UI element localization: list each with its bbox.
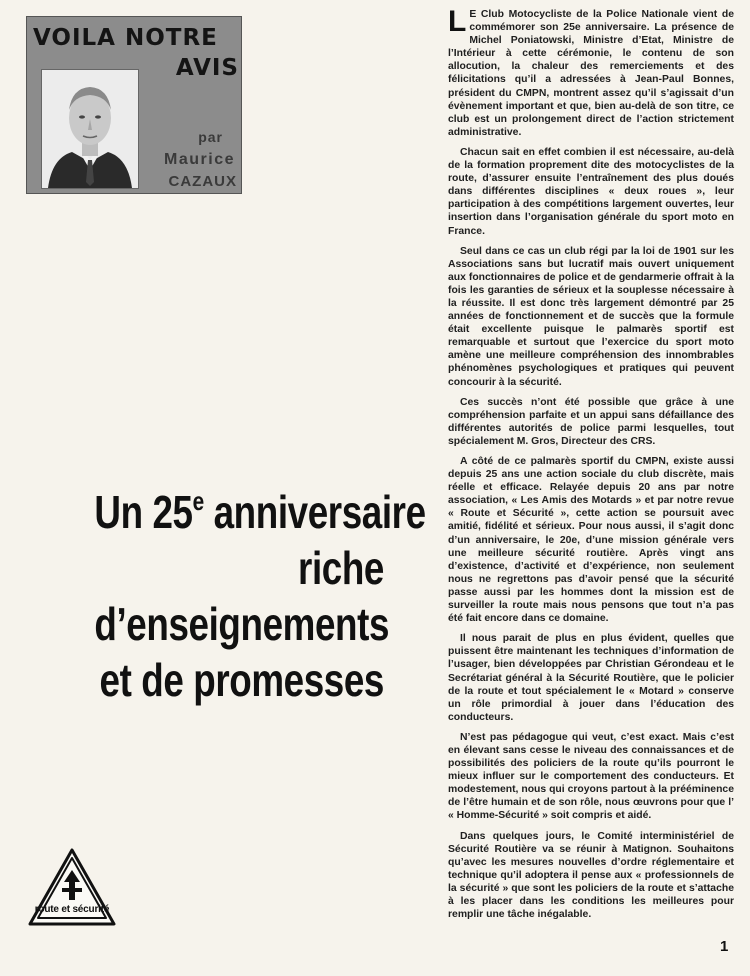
column-title-line2: AVIS — [175, 55, 239, 81]
article-paragraph: Ces succès n’ont été possible que grâce à une compréhension parfaite et un appui sans défaillance des différentes autorités de police parmi lesquelles, tout spécialement M. Gros, Directeur des CRS. — [448, 396, 734, 447]
headline-superscript: e — [192, 486, 204, 516]
column-header-box — [26, 16, 242, 194]
road-sign-triangle-icon — [26, 846, 118, 928]
author-first-name: Maurice — [164, 151, 235, 168]
headline-line-2: riche — [298, 542, 384, 594]
headline-line-1 — [94, 484, 426, 540]
headline-line-1-b: anniversaire — [203, 486, 426, 538]
headline-line-4: et de promesses — [99, 654, 385, 706]
article-paragraph: Il nous parait de plus en plus évident, quelles que puissent être maintenant les techniques d’information de l’usager, bien développées par Christian Gérondeau et le Secrétariat général à la Sécurité Routière, que le policier de la route et tout spécialement le « Motard » conserve un rôle primordial à jouer dans l’éducation des conducteurs. — [448, 633, 734, 723]
page-number: 1 — [720, 938, 729, 955]
byline-par: par — [198, 129, 223, 145]
article-paragraph: A côté de ce palmarès sportif du CMPN, existe aussi depuis 25 ans une action sociale du club discrète, mais réelle et efficace. Relayée depuis 20 ans par notre association, « Les Amis des Motards » et par notre revue « Route et Sécurité », cette action se poursuit avec amitié, fidélité et sérieux. Pour nous aussi, il s’agit donc d’un anniversaire, le 20e, d’une mission générale vers une meilleure sécurité routière. Après vingt ans d’existence, d’activité et d’expérience, non seulement nous ne regrettons pas d’avoir pensé que la sécurité passe aussi par les hommes dont la mission est de surveiller la route mais nous pensons que tout n’a pas été fait encore dans ce domaine. — [448, 456, 734, 625]
dropcap: L — [448, 5, 467, 38]
author-last-name: CAZAUX — [168, 173, 237, 190]
article-body — [448, 5, 734, 928]
headline-line-3: d’enseignements — [94, 598, 390, 650]
article-paragraph: Chacun sait en effet combien il est nécessaire, au-delà de la formation proprement dite des motocyclistes de la route, d’assurer ensuite l’entraînement des plus doués dans différentes disciplines « deux roues », leur participation à des compétitions largement ouvertes, leur insertion dans l’organisation générale du sport moto en France. — [448, 146, 734, 237]
author-portrait-image — [42, 70, 138, 188]
column-title-line1: VOILA NOTRE — [33, 25, 218, 51]
article-paragraph: N’est pas pédagogue qui veut, c’est exact. Mais c’est en élevant sans cesse le niveau des connaissances et de possibilités des policiers de la route qu’ils pourront le mieux influer sur le comportement des conducteurs. Et modestement, nous qui croyons partout à la prééminence de l’être humain et de son rôle, nous œuvrons pour que l’ « Homme-Sécurité » soit compris et aidé. — [448, 731, 734, 822]
headline-line-1-a: Un 25 — [94, 486, 193, 538]
article-headline — [94, 484, 426, 708]
paragraph-text: E Club Motocycliste de la Police Nationale vient de commémorer son 25e anniversaire. La présence de Michel Poniatowski, Ministre d’Etat, Ministre de l’Intérieur à cette cérémonie, le contenu de son allocution, la chaleur des remerciements et des félicitations qu’il a adressées à Jean-Paul Bonnes, président du CMPN, montrent assez qu’il s’agissait d’un évènement important et que, bien au-delà de son titre, ce club est un prolongement direct de l’action strictement administrative. — [448, 9, 734, 138]
article-paragraph: Dans quelques jours, le Comité interministériel de Sécurité Routière va se réunir à Matignon. Souhaitons qu’avec les mesures nouvelles d’ordre réglementaire et technique qu’il adoptera il pense aux « professionnels de la sécurité » que sont les policiers de la route et s’attache à les placer dans les conditions les meilleures pour remplir une tâche inégalable. — [448, 830, 734, 921]
article-paragraph: Seul dans ce cas un club régi par la loi de 1901 sur les Associations sans but lucratif mais ouvert uniquement aux fonctionnaires de police et de gendarmerie offrait à la fois les garanties de sérieux et la souplesse nécessaire à la réussite. Il est donc très largement démontré par 25 années de fonctionnement et de succès que la formule était excellente puisque le palmarès sportif est remarquable et surtout que l’exercice du sport moto amène une meilleure compréhension des innombrables phénomènes psychologiques et pratiques qui peuvent concourir à la sécurité. — [448, 245, 734, 388]
article-paragraph — [448, 5, 734, 139]
logo-caption: route et sécurité — [34, 904, 110, 915]
author-portrait — [41, 69, 139, 189]
